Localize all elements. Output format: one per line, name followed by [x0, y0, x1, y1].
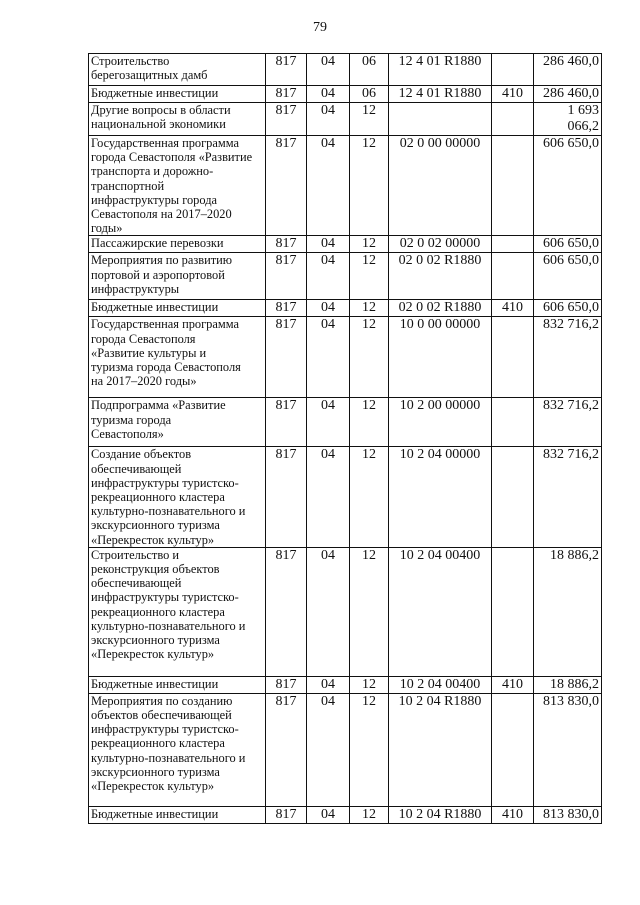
- ministry-code: 817: [266, 398, 307, 447]
- subsection-code: 12: [350, 136, 389, 236]
- section-code: 04: [307, 398, 350, 447]
- section-code: 04: [307, 136, 350, 236]
- ministry-code: 817: [266, 317, 307, 398]
- expense-type-code: 410: [492, 676, 534, 693]
- expense-item-name: Государственная программа города Севастополя «Развитие транспорта и дорожно- транспортной инфраструктуры города Севастополя на 2017–2020 годы»: [89, 136, 266, 236]
- target-article-code: 10 0 00 00000: [389, 317, 492, 398]
- subsection-code: 12: [350, 103, 389, 136]
- target-article-code: 12 4 01 R1880: [389, 54, 492, 86]
- target-article-code: 10 2 00 00000: [389, 398, 492, 447]
- amount: 606 650,0: [534, 136, 602, 236]
- subsection-code: 12: [350, 806, 389, 823]
- ministry-code: 817: [266, 54, 307, 86]
- expense-item-name: Бюджетные инвестиции: [89, 300, 266, 317]
- table-row: [89, 236, 602, 253]
- amount: 1 693 066,2: [534, 103, 602, 136]
- expense-item-name: Пассажирские перевозки: [89, 236, 266, 253]
- subsection-code: 12: [350, 547, 389, 676]
- table-row: [89, 103, 602, 136]
- subsection-code: 12: [350, 693, 389, 806]
- expense-item-name: Государственная программа города Севастополя «Развитие культуры и туризма города Севастополя на 2017–2020 годы»: [89, 317, 266, 398]
- expense-type-code: [492, 236, 534, 253]
- ministry-code: 817: [266, 86, 307, 103]
- ministry-code: 817: [266, 806, 307, 823]
- page-number: 79: [313, 20, 327, 35]
- table-row: [89, 398, 602, 447]
- table-row: [89, 676, 602, 693]
- expense-type-code: [492, 253, 534, 300]
- target-article-code: 02 0 00 00000: [389, 136, 492, 236]
- section-code: 04: [307, 54, 350, 86]
- section-code: 04: [307, 806, 350, 823]
- table-row: [89, 136, 602, 236]
- table-row: [89, 54, 602, 86]
- target-article-code: 10 2 04 R1880: [389, 806, 492, 823]
- expense-item-name: Мероприятия по развитию портовой и аэропортовой инфраструктуры: [89, 253, 266, 300]
- amount: 832 716,2: [534, 317, 602, 398]
- subsection-code: 12: [350, 447, 389, 547]
- target-article-code: 10 2 04 R1880: [389, 693, 492, 806]
- subsection-code: 06: [350, 86, 389, 103]
- subsection-code: 12: [350, 398, 389, 447]
- section-code: 04: [307, 236, 350, 253]
- section-code: 04: [307, 547, 350, 676]
- table-row: [89, 86, 602, 103]
- target-article-code: 02 0 02 R1880: [389, 300, 492, 317]
- table-row: [89, 317, 602, 398]
- expense-type-code: 410: [492, 300, 534, 317]
- subsection-code: 12: [350, 300, 389, 317]
- target-article-code: 02 0 02 00000: [389, 236, 492, 253]
- table-row: [89, 300, 602, 317]
- section-code: 04: [307, 447, 350, 547]
- expense-type-code: 410: [492, 806, 534, 823]
- table-row: [89, 253, 602, 300]
- expense-type-code: [492, 447, 534, 547]
- expense-type-code: [492, 547, 534, 676]
- section-code: 04: [307, 693, 350, 806]
- target-article-code: [389, 103, 492, 136]
- ministry-code: 817: [266, 447, 307, 547]
- target-article-code: 10 2 04 00400: [389, 547, 492, 676]
- section-code: 04: [307, 86, 350, 103]
- ministry-code: 817: [266, 103, 307, 136]
- amount: 832 716,2: [534, 447, 602, 547]
- section-code: 04: [307, 103, 350, 136]
- expense-type-code: [492, 103, 534, 136]
- table-row: [89, 547, 602, 676]
- ministry-code: 817: [266, 300, 307, 317]
- amount: 18 886,2: [534, 676, 602, 693]
- amount: 813 830,0: [534, 806, 602, 823]
- expense-type-code: [492, 54, 534, 86]
- expense-type-code: [492, 398, 534, 447]
- ministry-code: 817: [266, 676, 307, 693]
- section-code: 04: [307, 300, 350, 317]
- subsection-code: 12: [350, 253, 389, 300]
- amount: 606 650,0: [534, 253, 602, 300]
- expense-item-name: Строительство берегозащитных дамб: [89, 54, 266, 86]
- amount: 832 716,2: [534, 398, 602, 447]
- table-row: [89, 447, 602, 547]
- expense-item-name: Бюджетные инвестиции: [89, 806, 266, 823]
- table-row: [89, 806, 602, 823]
- target-article-code: 12 4 01 R1880: [389, 86, 492, 103]
- ministry-code: 817: [266, 693, 307, 806]
- subsection-code: 12: [350, 236, 389, 253]
- expense-type-code: [492, 693, 534, 806]
- expense-item-name: Строительство и реконструкция объектов обеспечивающей инфраструктуры туристско- рекреационного кластера культурно-познавательного и экскурсионного туризма «Перекресток культур»: [89, 547, 266, 676]
- target-article-code: 02 0 02 R1880: [389, 253, 492, 300]
- subsection-code: 12: [350, 676, 389, 693]
- expense-item-name: Создание объектов обеспечивающей инфраструктуры туристско- рекреационного кластера культурно-познавательного и экскурсионного туризма «Перекресток культур»: [89, 447, 266, 547]
- expense-type-code: [492, 136, 534, 236]
- ministry-code: 817: [266, 136, 307, 236]
- expense-item-name: Мероприятия по созданию объектов обеспечивающей инфраструктуры туристско- рекреационного кластера культурно-познавательного и экскурсионного туризма «Перекресток культур»: [89, 693, 266, 806]
- expense-item-name: Другие вопросы в области национальной экономики: [89, 103, 266, 136]
- table-row: [89, 693, 602, 806]
- ministry-code: 817: [266, 253, 307, 300]
- amount: 606 650,0: [534, 300, 602, 317]
- amount: 18 886,2: [534, 547, 602, 676]
- expense-item-name: Бюджетные инвестиции: [89, 676, 266, 693]
- section-code: 04: [307, 253, 350, 300]
- ministry-code: 817: [266, 547, 307, 676]
- expense-item-name: Подпрограмма «Развитие туризма города Севастополя»: [89, 398, 266, 447]
- amount: 813 830,0: [534, 693, 602, 806]
- amount: 286 460,0: [534, 86, 602, 103]
- subsection-code: 12: [350, 317, 389, 398]
- budget-table-body: [89, 54, 602, 824]
- budget-table: [88, 53, 602, 824]
- section-code: 04: [307, 676, 350, 693]
- target-article-code: 10 2 04 00000: [389, 447, 492, 547]
- ministry-code: 817: [266, 236, 307, 253]
- target-article-code: 10 2 04 00400: [389, 676, 492, 693]
- subsection-code: 06: [350, 54, 389, 86]
- section-code: 04: [307, 317, 350, 398]
- expense-type-code: 410: [492, 86, 534, 103]
- amount: 286 460,0: [534, 54, 602, 86]
- amount: 606 650,0: [534, 236, 602, 253]
- expense-type-code: [492, 317, 534, 398]
- expense-item-name: Бюджетные инвестиции: [89, 86, 266, 103]
